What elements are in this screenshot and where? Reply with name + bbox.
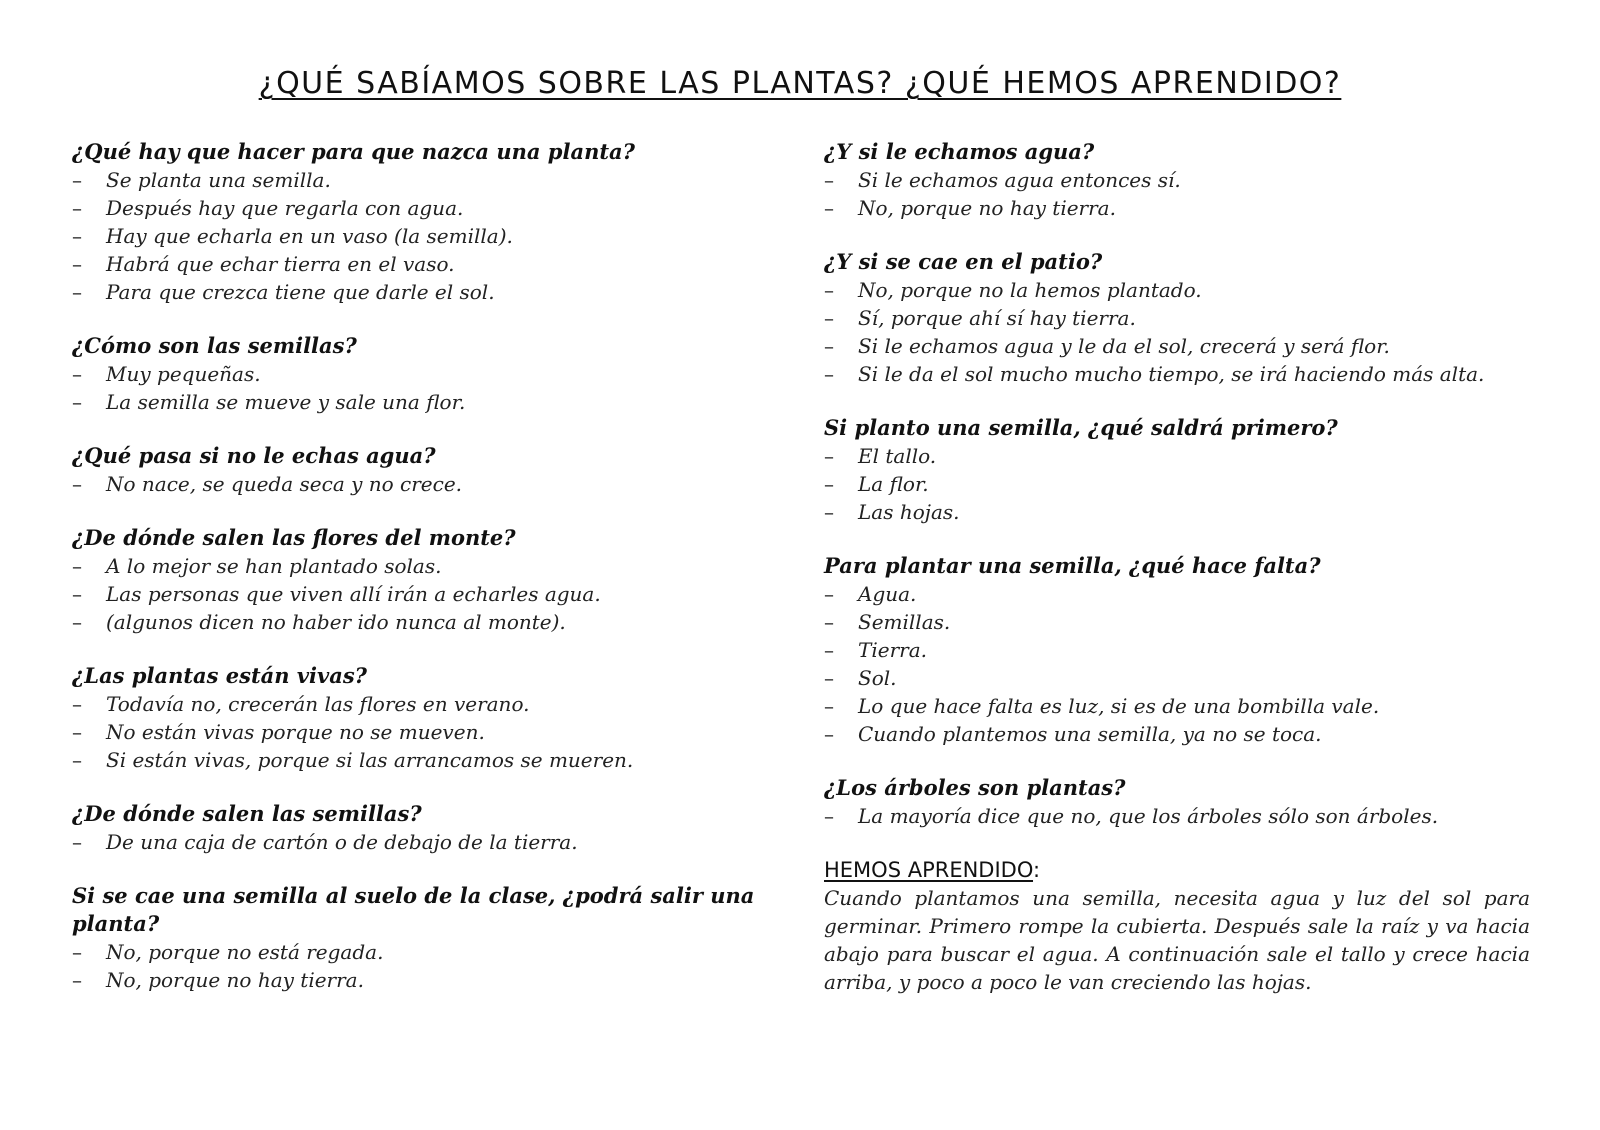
answer-text: No están vivas porque no se mueven. [106, 720, 485, 744]
dash-bullet: – [824, 666, 834, 690]
answer-list [824, 442, 1530, 526]
answer-text: Muy pequeñas. [106, 362, 261, 386]
question-block [824, 774, 1530, 830]
dash-bullet: – [72, 362, 82, 386]
question-text: ¿Qué pasa si no le echas agua? [72, 443, 436, 468]
answer-text: Después hay que regarla con agua. [106, 196, 464, 220]
answer-text: Sol. [858, 666, 897, 690]
dash-bullet: – [824, 278, 834, 302]
question-block [72, 662, 762, 774]
question-text: Para plantar una semilla, ¿qué hace falta? [824, 553, 1321, 578]
answer-text: Se planta una semilla. [106, 168, 331, 192]
dash-bullet: – [824, 500, 834, 524]
answer-list [72, 552, 762, 636]
answer-item [824, 692, 1530, 720]
answer-list [824, 276, 1530, 388]
answer-text: Si están vivas, porque si las arrancamos se mueren. [106, 748, 634, 772]
answer-list [72, 470, 762, 498]
dash-bullet: – [824, 306, 834, 330]
answer-list [824, 802, 1530, 830]
answer-text: Si le da el sol mucho mucho tiempo, se irá haciendo más alta. [858, 362, 1485, 386]
learned-text: Cuando plantamos una semilla, necesita agua y luz del sol para germinar. Primero rompe la cubierta. Después sale la raíz y va hacia abajo para buscar el agua. A continuación sale el tallo y crece hacia arriba, y poco a poco le van creciendo las hojas. [824, 886, 1530, 994]
answer-item [824, 304, 1530, 332]
answer-item [824, 166, 1530, 194]
left-column [72, 138, 762, 1020]
question-block [72, 138, 762, 306]
dash-bullet: – [72, 830, 82, 854]
answer-text: Semillas. [858, 610, 951, 634]
dash-bullet: – [824, 334, 834, 358]
question-text: ¿De dónde salen las semillas? [72, 801, 422, 826]
dash-bullet: – [72, 196, 82, 220]
answer-text: Sí, porque ahí sí hay tierra. [858, 306, 1136, 330]
question-text: ¿Y si le echamos agua? [824, 139, 1095, 164]
dash-bullet: – [824, 472, 834, 496]
dash-bullet: – [824, 362, 834, 386]
question-text: ¿Cómo son las semillas? [72, 333, 357, 358]
answer-text: La semilla se mueve y sale una flor. [106, 390, 466, 414]
answer-item [824, 608, 1530, 636]
question-block [72, 442, 762, 498]
answer-item [72, 278, 762, 306]
question-text: ¿Y si se cae en el patio? [824, 249, 1103, 274]
dash-bullet: – [824, 610, 834, 634]
answer-text: Lo que hace falta es luz, si es de una bombilla vale. [858, 694, 1380, 718]
answer-text: (algunos dicen no haber ido nunca al monte). [106, 610, 566, 634]
dash-bullet: – [824, 638, 834, 662]
dash-bullet: – [72, 224, 82, 248]
dash-bullet: – [72, 252, 82, 276]
dash-bullet: – [72, 168, 82, 192]
learned-heading [824, 856, 1530, 884]
dash-bullet: – [72, 692, 82, 716]
answer-text: No, porque no la hemos plantado. [858, 278, 1202, 302]
answer-item [824, 360, 1530, 388]
learned-heading-colon: : [1033, 858, 1041, 882]
dash-bullet: – [824, 694, 834, 718]
answer-text: Las hojas. [858, 500, 960, 524]
question-block [824, 138, 1530, 222]
question-text: Si planto una semilla, ¿qué saldrá primero? [824, 415, 1338, 440]
answer-item [72, 388, 762, 416]
answer-item [72, 166, 762, 194]
dash-bullet: – [72, 940, 82, 964]
answer-text: No nace, se queda seca y no crece. [106, 472, 463, 496]
answer-item [824, 194, 1530, 222]
learned-heading-text: HEMOS APRENDIDO [824, 858, 1034, 882]
answer-item [72, 580, 762, 608]
answer-item [824, 636, 1530, 664]
dash-bullet: – [824, 196, 834, 220]
answer-item [72, 470, 762, 498]
learned-section [824, 856, 1530, 996]
question-text: Si se cae una semilla al suelo de la clase, ¿podrá salir una planta? [72, 883, 755, 936]
dash-bullet: – [72, 390, 82, 414]
dash-bullet: – [72, 582, 82, 606]
dash-bullet: – [824, 168, 834, 192]
question-block [72, 332, 762, 416]
answer-item [72, 222, 762, 250]
answer-text: Para que crezca tiene que darle el sol. [106, 280, 495, 304]
answer-text: De una caja de cartón o de debajo de la tierra. [106, 830, 578, 854]
answer-text: No, porque no hay tierra. [858, 196, 1116, 220]
question-text: ¿Los árboles son plantas? [824, 775, 1126, 800]
dash-bullet: – [72, 472, 82, 496]
right-column [824, 138, 1530, 1022]
dash-bullet: – [72, 720, 82, 744]
answer-item [824, 664, 1530, 692]
dash-bullet: – [824, 582, 834, 606]
answer-text: Si le echamos agua y le da el sol, crecerá y será flor. [858, 334, 1390, 358]
answer-list [72, 360, 762, 416]
answer-list [72, 828, 762, 856]
dash-bullet: – [824, 444, 834, 468]
answer-item [72, 938, 762, 966]
answer-item [72, 966, 762, 994]
dash-bullet: – [72, 554, 82, 578]
answer-item [72, 718, 762, 746]
answer-list [824, 166, 1530, 222]
dash-bullet: – [72, 968, 82, 992]
answer-text: Cuando plantemos una semilla, ya no se toca. [858, 722, 1322, 746]
answer-item [72, 690, 762, 718]
answer-item [72, 250, 762, 278]
dash-bullet: – [824, 804, 834, 828]
answer-text: No, porque no está regada. [106, 940, 384, 964]
question-text: ¿Las plantas están vivas? [72, 663, 367, 688]
answer-text: Habrá que echar tierra en el vaso. [106, 252, 455, 276]
answer-item [72, 194, 762, 222]
answer-list [824, 580, 1530, 748]
answer-text: Agua. [858, 582, 917, 606]
answer-item [824, 720, 1530, 748]
answer-list [72, 938, 762, 994]
answer-item [72, 552, 762, 580]
dash-bullet: – [72, 610, 82, 634]
answer-text: El tallo. [858, 444, 937, 468]
answer-text: La flor. [858, 472, 929, 496]
answer-item [824, 442, 1530, 470]
answer-text: A lo mejor se han plantado solas. [106, 554, 442, 578]
answer-item [72, 360, 762, 388]
answer-list [72, 166, 762, 306]
question-block [824, 552, 1530, 748]
question-block [72, 800, 762, 856]
answer-item [72, 746, 762, 774]
page-title: ¿QUÉ SABÍAMOS SOBRE LAS PLANTAS? ¿QUÉ HEMOS APRENDIDO? [258, 66, 1342, 101]
answer-list [72, 690, 762, 774]
answer-text: Las personas que viven allí irán a echarles agua. [106, 582, 601, 606]
answer-item [824, 580, 1530, 608]
answer-text: Tierra. [858, 638, 927, 662]
question-block [824, 414, 1530, 526]
dash-bullet: – [824, 722, 834, 746]
question-block [72, 524, 762, 636]
answer-text: No, porque no hay tierra. [106, 968, 364, 992]
question-block [824, 248, 1530, 388]
dash-bullet: – [72, 748, 82, 772]
answer-item [824, 470, 1530, 498]
answer-item [72, 828, 762, 856]
answer-item [824, 498, 1530, 526]
answer-text: Todavía no, crecerán las flores en verano. [106, 692, 530, 716]
answer-text: Si le echamos agua entonces sí. [858, 168, 1181, 192]
answer-item [824, 276, 1530, 304]
question-text: ¿De dónde salen las flores del monte? [72, 525, 516, 550]
answer-item [824, 332, 1530, 360]
question-block [72, 882, 762, 994]
question-text: ¿Qué hay que hacer para que nazca una planta? [72, 139, 635, 164]
answer-text: La mayoría dice que no, que los árboles sólo son árboles. [858, 804, 1439, 828]
dash-bullet: – [72, 280, 82, 304]
answer-text: Hay que echarla en un vaso (la semilla). [106, 224, 513, 248]
answer-item [824, 802, 1530, 830]
answer-item [72, 608, 762, 636]
